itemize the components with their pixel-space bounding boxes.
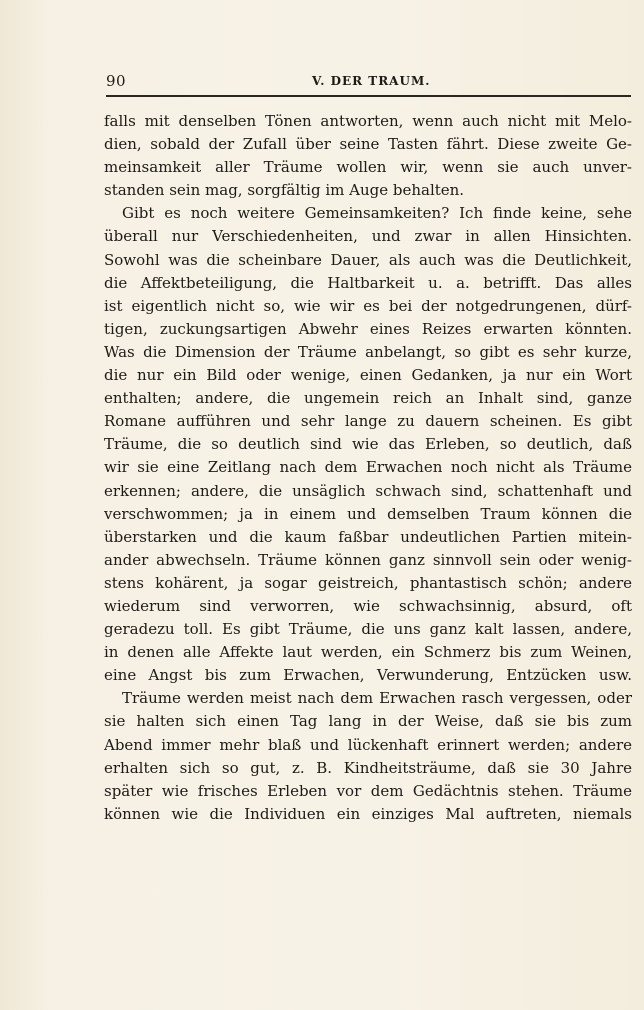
text-line: meinsamkeit aller Träume wollen wir, wenn sie auch unver- [104, 158, 632, 177]
text-line: wir sie eine Zeitlang nach dem Erwachen noch nicht als Träume [104, 458, 632, 477]
text-line: Träume, die so deutlich sind wie das Erleben, so deutlich, daß [104, 435, 632, 454]
text-line: Romane aufführen und sehr lange zu dauern scheinen. Es gibt [104, 412, 632, 431]
text-line: eine Angst bis zum Erwachen, Verwunderung, Entzücken usw. [104, 666, 632, 685]
body-text [104, 110, 632, 826]
text-line: dien, sobald der Zufall über seine Tasten fährt. Diese zweite Ge- [104, 135, 632, 154]
text-line: Abend immer mehr blaß und lückenhaft erinnert werden; andere [104, 735, 632, 754]
text-line: Gibt es noch weitere Gemeinsamkeiten? Ich finde keine, sehe [122, 204, 632, 223]
text-line: enthalten; andere, die ungemein reich an Inhalt sind, ganze [104, 389, 632, 408]
text-line: können wie die Individuen ein einziges Mal auftreten, niemals [104, 804, 632, 823]
text-line: später wie frisches Erleben vor dem Gedächtnis stehen. Träume [104, 781, 632, 800]
text-line: erkennen; andere, die unsäglich schwach sind, schattenhaft und [104, 481, 632, 500]
text-line: überall nur Verschiedenheiten, und zwar in allen Hinsichten. [104, 227, 632, 246]
running-head: V. DER TRAUM. [312, 74, 431, 88]
text-line: überstarken und die kaum faßbar undeutlichen Partien mitein- [104, 527, 632, 546]
text-line: ander abwechseln. Träume können ganz sinnvoll sein oder wenig- [104, 550, 632, 569]
text-line: die nur ein Bild oder wenige, einen Gedanken, ja nur ein Wort [104, 366, 632, 385]
text-line: in denen alle Affekte laut werden, ein Schmerz bis zum Weinen, [104, 643, 632, 662]
text-line: wiederum sind verworren, wie schwachsinnig, absurd, oft [104, 596, 632, 615]
page-header [106, 72, 630, 94]
text-line: erhalten sich so gut, z. B. Kindheitsträume, daß sie 30 Jahre [104, 758, 632, 777]
text-line: stens kohärent, ja sogar geistreich, phantastisch schön; andere [104, 573, 632, 592]
text-line: Träume werden meist nach dem Erwachen rasch vergessen, oder [122, 689, 632, 708]
text-line: falls mit denselben Tönen antworten, wenn auch nicht mit Melo- [104, 112, 632, 130]
text-line: die Affektbeteiligung, die Haltbarkeit u. a. betrifft. Das alles [104, 273, 632, 292]
text-line: ist eigentlich nicht so, wie wir es bei der notgedrungenen, dürf- [104, 296, 632, 315]
text-line: geradezu toll. Es gibt Träume, die uns ganz kalt lassen, andere, [104, 620, 632, 639]
text-line: standen sein mag, sorgfältig im Auge behalten. [104, 181, 465, 200]
page-number: 90 [106, 72, 127, 90]
text-line: verschwommen; ja in einem und demselben Traum können die [104, 504, 632, 523]
text-line: Was die Dimension der Träume anbelangt, so gibt es sehr kurze, [104, 342, 632, 361]
header-rule [106, 95, 631, 97]
text-line: Sowohl was die scheinbare Dauer, als auch was die Deutlichkeit, [104, 250, 632, 269]
text-line: sie halten sich einen Tag lang in der Weise, daß sie bis zum [104, 712, 632, 731]
text-line: tigen, zuckungsartigen Abwehr eines Reizes erwarten könnten. [104, 319, 632, 338]
